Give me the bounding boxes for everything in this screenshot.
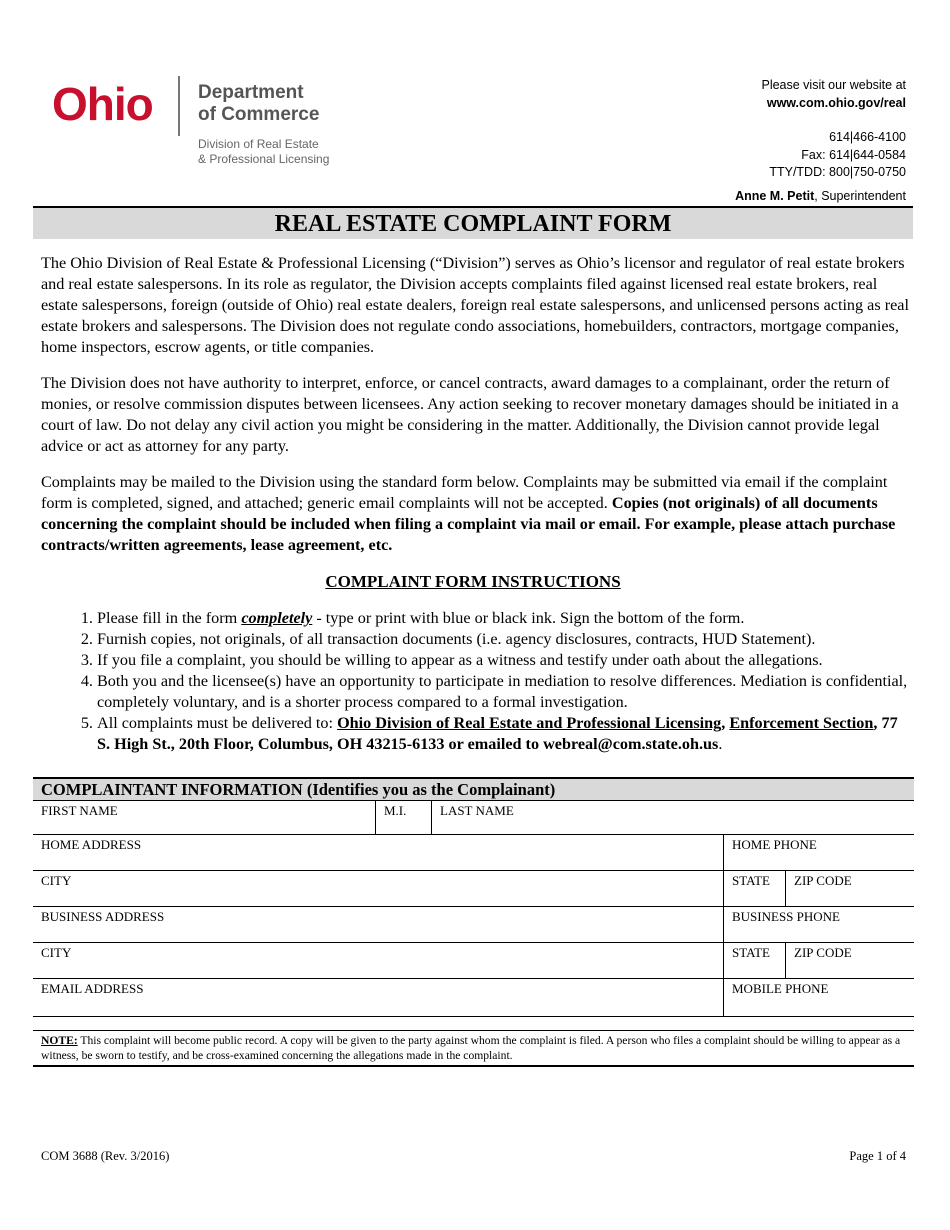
home-phone-label: HOME PHONE	[732, 837, 817, 852]
instruction-5-end: .	[718, 735, 723, 753]
home-zip-label: ZIP CODE	[794, 873, 852, 888]
logo-dept-line2: of Commerce	[198, 104, 320, 125]
business-state-field[interactable]	[723, 943, 785, 978]
paragraph-1: The Ohio Division of Real Estate & Professional Licensing (“Division”) serves as Ohio’s licensor and regulator of real estate brokers and real estate salespersons. In its role as regulator, the Division accepts complaints filed against licensed real estate brokers, real estate salespersons, foreign (outside of Ohio) real estate dealers, foreign real estate salespersons, and unlicensed persons acting as real estate brokers and salespersons. The Division does not regulate condo associations, homebuilders, contractors, mortgage companies, home inspectors, escrow agents, or title companies.	[41, 254, 909, 356]
public-record-note	[33, 1030, 914, 1067]
contact-block	[761, 77, 906, 182]
website-link[interactable]: www.com.ohio.gov/real	[766, 95, 906, 110]
intro-paragraphs	[41, 253, 913, 571]
mobile-phone-label: MOBILE PHONE	[732, 981, 829, 996]
page-number: Page 1 of 4	[849, 1149, 906, 1163]
logo-department	[198, 82, 319, 126]
home-phone-field[interactable]	[723, 835, 914, 870]
business-address-field[interactable]	[33, 907, 723, 942]
first-name-field[interactable]	[33, 801, 375, 834]
home-address-row	[33, 835, 914, 871]
superintendent-name: Anne M. Petit	[735, 189, 815, 203]
superintendent-line	[735, 189, 906, 203]
first-name-label: FIRST NAME	[41, 803, 118, 818]
mi-field[interactable]	[375, 801, 431, 834]
instruction-item-2: 2. Furnish copies, not originals, of all transaction documents (i.e. agency disclosures, contracts, HUD Statement).	[97, 629, 914, 650]
paragraph-2: The Division does not have authority to interpret, enforce, or cancel contracts, award damages to a complainant, order the return of monies, or resolve commission disputes between licensees. Any action seeking to recover monetary damages should be initiated in a court of law. Do not delay any civil action you might be considering in the matter. Additionally, the Division cannot provide legal advice or act as attorney for any party.	[41, 374, 899, 455]
instruction-5-comma: ,	[721, 714, 730, 732]
home-zip-field[interactable]	[785, 871, 914, 906]
business-city-row	[33, 943, 914, 979]
logo-dept-line1: Department	[198, 82, 304, 103]
page-title: REAL ESTATE COMPLAINT FORM	[274, 211, 672, 237]
email-address-label: EMAIL ADDRESS	[41, 981, 144, 996]
name-row	[33, 801, 914, 835]
home-state-field[interactable]	[723, 871, 785, 906]
logo-division	[198, 137, 329, 167]
business-city-label: CITY	[41, 945, 72, 960]
home-address-field[interactable]	[33, 835, 723, 870]
home-state-label: STATE	[732, 873, 770, 888]
instructions-list	[54, 608, 914, 755]
business-zip-field[interactable]	[785, 943, 914, 978]
home-city-label: CITY	[41, 873, 72, 888]
logo-ohio-text: Ohio	[52, 78, 153, 130]
business-zip-label: ZIP CODE	[794, 945, 852, 960]
instruction-5-division: Ohio Division of Real Estate and Professional Licensing	[337, 714, 722, 732]
note-label: NOTE:	[41, 1034, 78, 1047]
instruction-item-5	[97, 713, 914, 755]
home-city-row	[33, 871, 914, 907]
paragraph-3-bold: Copies (not originals) of all documents concerning the complaint should be included when filing a complaint via mail or email. For example, please attach purchase contracts/written agreements, lease agreement, etc.	[41, 494, 896, 554]
note-text: This complaint will become public record. A copy will be given to the party against whom the complaint is filed. A person who files a complaint should be willing to appear as a witness, be sworn to testify, and be cross-examined concerning the allegations made in the complaint.	[41, 1034, 901, 1062]
mobile-phone-field[interactable]	[723, 979, 914, 1016]
visit-text: Please visit our website at	[761, 78, 906, 92]
business-address-row	[33, 907, 914, 943]
ohio-commerce-logo	[52, 72, 352, 172]
business-phone-label: BUSINESS PHONE	[732, 909, 840, 924]
instruction-1-text-a: Please fill in the form	[97, 609, 242, 627]
superintendent-title: , Superintendent	[814, 189, 906, 203]
home-city-field[interactable]	[33, 871, 723, 906]
business-phone-field[interactable]	[723, 907, 914, 942]
mi-label: M.I.	[384, 803, 407, 818]
fax-number: Fax: 614|644-0584	[801, 147, 906, 162]
paragraph-3-text: Complaints may be mailed to the Division using the standard form below. Complaints may be submitted via email if the complaint form is completed, signed, and attached; generic email complaints will not be accepted.	[41, 473, 888, 512]
instructions-heading: COMPLAINT FORM INSTRUCTIONS	[325, 572, 621, 591]
instruction-5-address: , 77 S. High St., 20th Floor, Columbus, OH 43215-6133 or emailed to webreal@com.state.oh.us	[97, 714, 898, 753]
phone-number: 614|466-4100	[829, 130, 906, 144]
email-address-field[interactable]	[33, 979, 723, 1016]
instruction-item-3: 3. If you file a complaint, you should be willing to appear as a witness and testify under oath about the allegations.	[97, 650, 914, 671]
business-city-field[interactable]	[33, 943, 723, 978]
business-address-label: BUSINESS ADDRESS	[41, 909, 165, 924]
instruction-item-4: 4. Both you and the licensee(s) have an opportunity to participate in mediation to resolve differences. Mediation is confidential, completely voluntary, and is a shorter process compared to a formal investigation.	[97, 671, 914, 713]
email-row	[33, 979, 914, 1017]
form-number: COM 3688 (Rev. 3/2016)	[41, 1149, 170, 1163]
home-address-label: HOME ADDRESS	[41, 837, 142, 852]
logo-div-line1: Division of Real Estate	[198, 137, 319, 151]
instruction-1-text-b: - type or print with blue or black ink. Sign the bottom of the form.	[312, 609, 745, 627]
logo-div-line2: & Professional Licensing	[198, 152, 330, 166]
instruction-5-section: Enforcement Section	[729, 714, 874, 732]
logo-divider	[178, 76, 180, 136]
paragraph-3	[41, 472, 913, 556]
tty-number: TTY/TDD: 800|750-0750	[769, 165, 906, 179]
last-name-field[interactable]	[431, 801, 914, 834]
instruction-item-1	[97, 608, 914, 629]
instruction-5-text-a: All complaints must be delivered to:	[97, 714, 338, 732]
complainant-form	[33, 777, 914, 1017]
instruction-1-emphasis: completely	[241, 609, 313, 627]
form-heading: COMPLAINTANT INFORMATION (Identifies you as the Complainant)	[33, 777, 914, 801]
title-bar	[33, 206, 913, 239]
business-state-label: STATE	[732, 945, 770, 960]
last-name-label: LAST NAME	[440, 803, 514, 818]
